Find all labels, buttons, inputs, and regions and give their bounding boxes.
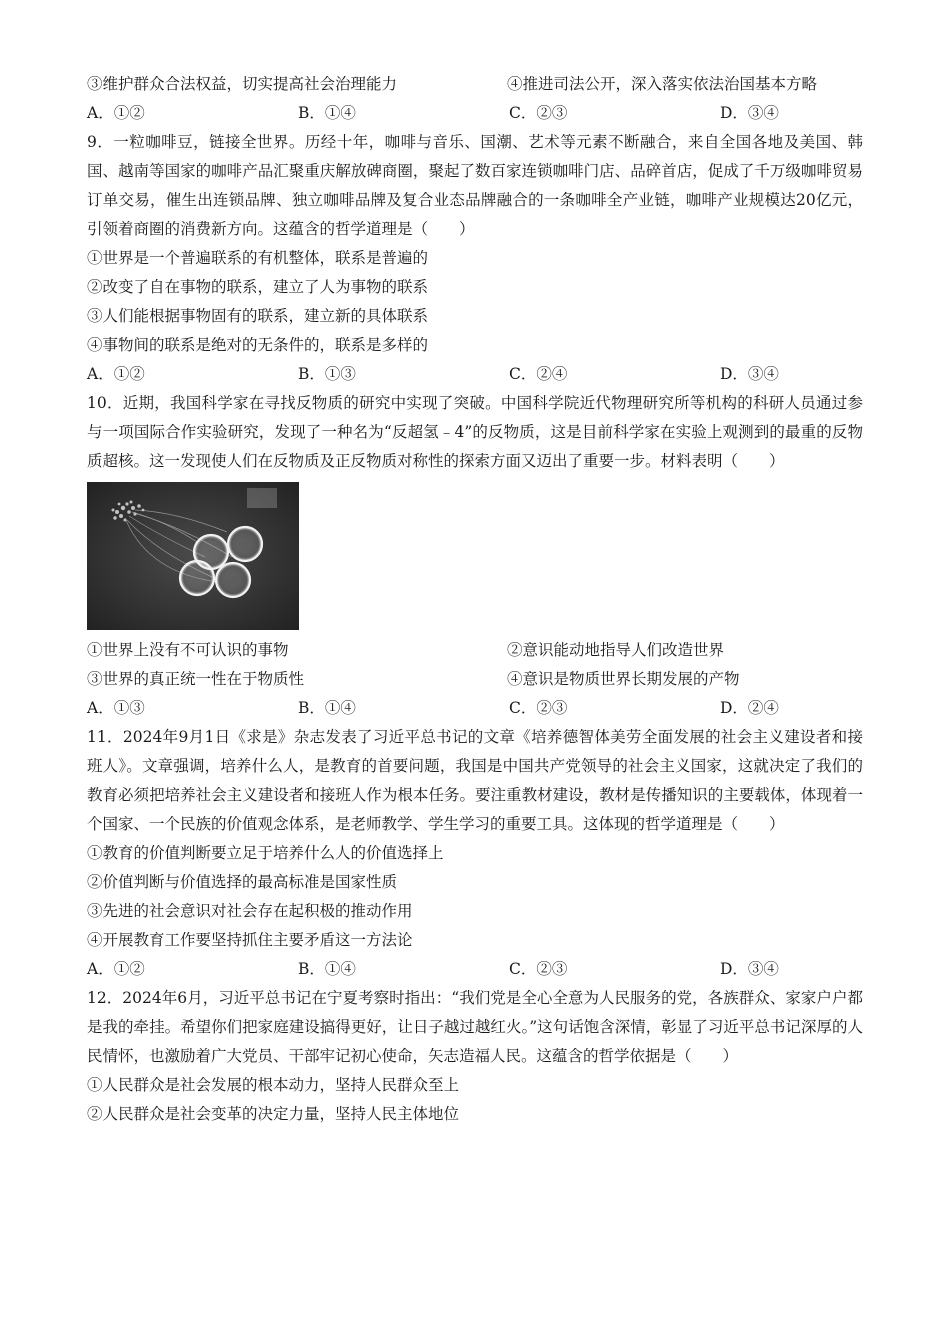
question-10-item: ①世界上没有不可认识的事物: [87, 641, 289, 659]
question-11-item: ②价值判断与价值选择的最高标准是国家性质: [87, 873, 398, 891]
option-d[interactable]: D．②④: [720, 699, 779, 717]
option-b[interactable]: B．①④: [298, 960, 356, 978]
question-12-stem: 12．2024年6月，习近平总书记在宁夏考察时指出：“我们党是全心全意为人民服务的党，各族群众、家家户户都是我的牵挂。希望你们把家庭建设搞得更好，让日子越过越红火。”这句话饱含深情，彰显了习近平总书记深厚的人民情怀，也激励着广大党员、干部牢记初心使命，矢志造福人民。这蕴含的哲学依据是（ ）: [87, 989, 863, 1065]
option-b[interactable]: B．①③: [298, 365, 356, 383]
prev-question-options: [87, 99, 863, 128]
question-9-item: ④事物间的联系是绝对的无条件的，联系是多样的: [87, 336, 429, 354]
option-a[interactable]: A．①②: [87, 104, 145, 122]
option-c[interactable]: C．②③: [509, 699, 568, 717]
option-b[interactable]: B．①④: [298, 104, 356, 122]
option-a[interactable]: A．①②: [87, 960, 145, 978]
antimatter-illustration: [87, 482, 299, 630]
option-d[interactable]: D．③④: [720, 365, 779, 383]
question-10-item: ②意识能动地指导人们改造世界: [507, 641, 725, 659]
question-9-item: ①世界是一个普遍联系的有机整体，联系是普遍的: [87, 249, 429, 267]
question-12-item: ②人民群众是社会变革的决定力量，坚持人民主体地位: [87, 1105, 460, 1123]
question-11-stem: 11．2024年9月1日《求是》杂志发表了习近平总书记的文章《培养德智体美劳全面发展的社会主义建设者和接班人》。文章强调，培养什么人，是教育的首要问题，我国是中国共产党领导的社会主义国家，这就决定了我们的教育必须把培养社会主义建设者和接班人作为根本任务。要注重教材建设，教材是传播知识的主要载体，体现着一个国家、一个民族的价值观念体系，是老师教学、学生学习的重要工具。这体现的哲学道理是（ ）: [87, 728, 863, 833]
question-9-item: ③人们能根据事物固有的联系，建立新的具体联系: [87, 307, 429, 325]
question-10-item: ④意识是物质世界长期发展的产物: [507, 670, 740, 688]
prev-question-items: [87, 70, 863, 99]
option-c[interactable]: C．②④: [509, 365, 568, 383]
question-11-item: ③先进的社会意识对社会存在起积极的推动作用: [87, 902, 413, 920]
option-d[interactable]: D．③④: [720, 104, 779, 122]
option-a[interactable]: A．①②: [87, 365, 145, 383]
question-9-item: ②改变了自在事物的联系，建立了人为事物的联系: [87, 278, 429, 296]
question-11-item: ①教育的价值判断要立足于培养什么人的价值选择上: [87, 844, 444, 862]
option-a[interactable]: A．①③: [87, 699, 145, 717]
item-3: ③维护群众合法权益，切实提高社会治理能力: [87, 75, 398, 93]
question-11-options: [87, 955, 863, 984]
question-12-item: ①人民群众是社会发展的根本动力，坚持人民群众至上: [87, 1076, 460, 1094]
exam-page: [87, 70, 863, 1129]
question-10-items-row1: [87, 636, 863, 665]
question-10-options: [87, 694, 863, 723]
option-c[interactable]: C．②③: [509, 104, 568, 122]
option-b[interactable]: B．①④: [298, 699, 356, 717]
question-9-options: [87, 360, 863, 389]
question-11-item: ④开展教育工作要坚持抓住主要矛盾这一方法论: [87, 931, 413, 949]
question-10-stem: 10．近期，我国科学家在寻找反物质的研究中实现了突破。中国科学院近代物理研究所等机构的科研人员通过参与一项国际合作实验研究，发现了一种名为“反超氢﹣4”的反物质，这是目前科学家在实验上观测到的最重的反物质超核。这一发现使人们在反物质及正反物质对称性的探索方面又迈出了重要一步。材料表明（ ）: [87, 394, 863, 470]
option-c[interactable]: C．②③: [509, 960, 568, 978]
question-10-items-row2: [87, 665, 863, 694]
option-d[interactable]: D．③④: [720, 960, 779, 978]
item-4: ④推进司法公开，深入落实依法治国基本方略: [507, 75, 818, 93]
question-9-stem: 9．一粒咖啡豆，链接全世界。历经十年，咖啡与音乐、国潮、艺术等元素不断融合，来自全国各地及美国、韩国、越南等国家的咖啡产品汇聚重庆解放碑商圈，聚起了数百家连锁咖啡门店、品碎首店，促成了千万级咖啡贸易订单交易，催生出连锁品牌、独立咖啡品牌及复合业态品牌融合的一条咖啡全产业链，咖啡产业规模达20亿元，引领着商圈的消费新方向。这蕴含的哲学道理是（ ）: [87, 133, 863, 238]
question-10-item: ③世界的真正统一性在于物质性: [87, 670, 305, 688]
antimatter-photo: [87, 482, 299, 630]
